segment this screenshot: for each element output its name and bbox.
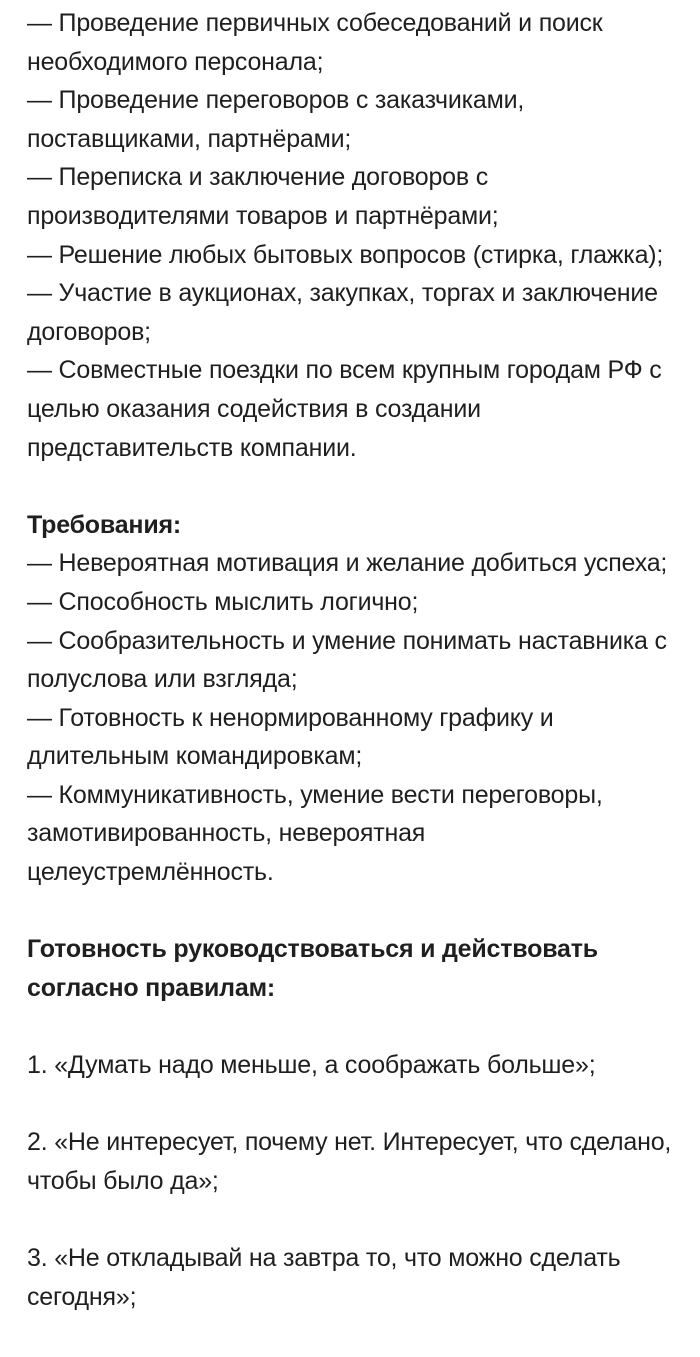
spacer xyxy=(27,892,674,931)
spacer xyxy=(27,1200,674,1239)
duty-item-contracts: — Переписка и заключение договоров с производителями товаров и партнёрами; xyxy=(27,163,499,230)
spacer xyxy=(27,467,674,506)
duty-item-interviews: — Проведение первичных собеседований и поиск необходимого персонала; xyxy=(27,9,603,76)
requirement-item-quick-wit: — Сообразительность и умение понимать наставника с полуслова или взгляда; xyxy=(27,626,667,694)
duty-item-auctions: — Участие в аукционах, закупках, торгах и заключение договоров; xyxy=(27,279,658,346)
requirement-item-motivation: — Невероятная мотивация и желание добиться успеха; xyxy=(27,549,668,578)
requirements-section xyxy=(27,506,674,892)
duty-item-household: — Решение любых бытовых вопросов (стирка, глажка); xyxy=(27,240,664,269)
requirement-item-schedule: — Готовность к ненормированному графику и длительным командировкам; xyxy=(27,703,554,771)
rule-item-2: 2. «Не интересует, почему нет. Интересует, что сделано, чтобы было да»; xyxy=(27,1128,672,1195)
rule-item-3: 3. «Не откладывай на завтра то, что можно сделать сегодня»; xyxy=(27,1244,621,1311)
rules-heading: Готовность руководствоваться и действовать согласно правилам: xyxy=(27,935,598,1002)
duties-list xyxy=(27,4,674,467)
spacer xyxy=(27,1007,674,1046)
rule-item-1: 1. «Думать надо меньше, а соображать больше»; xyxy=(27,1051,596,1080)
requirement-item-logic: — Способность мыслить логично; xyxy=(27,587,419,616)
rules-section xyxy=(27,930,674,1316)
requirement-item-communication: — Коммуникативность, умение вести переговоры, замотивированность, невероятная целеустремлённость. xyxy=(27,780,603,887)
spacer xyxy=(27,1085,674,1124)
requirements-heading: Требования: xyxy=(27,510,182,539)
duty-item-negotiations: — Проведение переговоров с заказчиками, поставщиками, партнёрами; xyxy=(27,86,525,153)
duty-item-trips: — Совместные поездки по всем крупным городам РФ с целью оказания содействия в создании представительств компании. xyxy=(27,356,662,462)
